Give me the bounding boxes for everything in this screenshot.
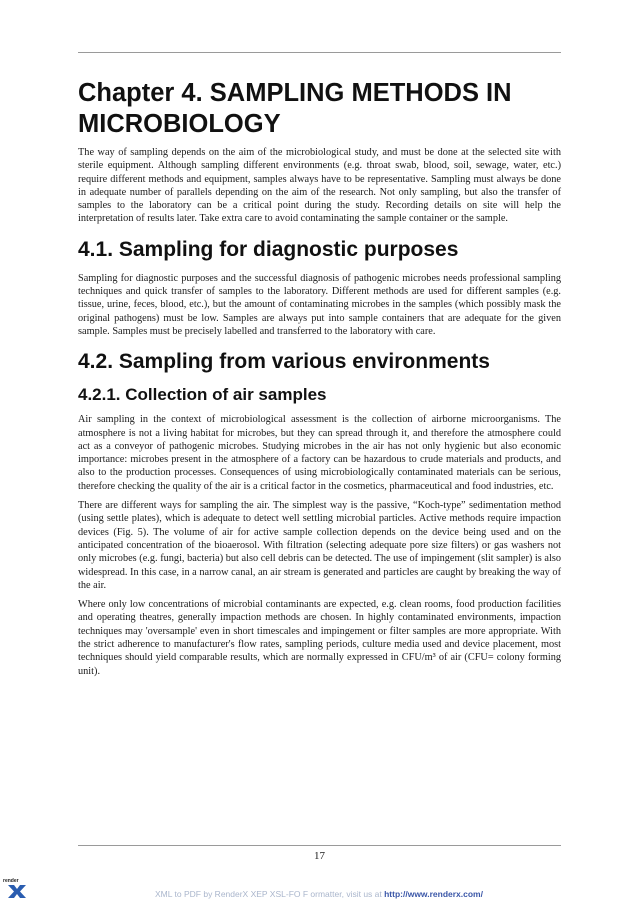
renderx-logo-text: render — [3, 878, 19, 884]
footer-link[interactable]: http://www.renderx.com/ — [384, 889, 483, 899]
section-4-1-heading: 4.1. Sampling for diagnostic purposes — [78, 237, 459, 261]
section-4-2-heading: 4.2. Sampling from various environments — [78, 350, 490, 374]
intro-paragraph: The way of sampling depends on the aim of the microbiological study, and must be done at the selected site with sterile equipment. Although sampling different environments (e.g. throat swab, blood, soil, sewage, water, etc.) require different methods and equipment, samples always have to be representative. Sampling must always be done in adequate number of parallels depending on the aim of the research. Not only sampling, but also the transfer of samples to the laboratory can be a critical point during the study. Recording details on site will help the interpretation of results later. Take extra care to avoid contaminating the sample container or the sample. — [78, 147, 561, 225]
header-rule — [78, 52, 561, 53]
air-sampling-paragraph-3: Where only low concentrations of microbial contaminants are expected, e.g. clean rooms, food production facilities and operating theatres, generally impaction methods are chosen. In highly contaminated environments, impaction techniques may 'oversample' even in short timescales and impingement or filter samples are more appropriate. With the strict adherence to manufacturer's flow rates, sampling periods, culture media used and device placement, most techniques should yield comparable results, which are normally expressed in CFU/m³ of air (CFU= colony forming unit). — [78, 599, 561, 677]
chapter-title: Chapter 4. SAMPLING METHODS IN MICROBIOLOGY — [78, 79, 512, 138]
air-sampling-paragraph-2: There are different ways for sampling the air. The simplest way is the passive, “Koch-type” sedimentation method (using settle plates), which is adequate to detect well settling microbial particles. Active methods require impaction devices (Fig. 5). The volume of air for active sample collection depends on the device being used and on the anticipated concentration of the bioaerosol. With filtration (selecting adequate pore size filters) or gas washers not only microbes (e.g. fungi, bacteria) but also cell debris can be detected. The use of impingement (slit sampler) is also widespread. In this case, in a narrow canal, an air stream is generated and particles are caught by breaking the way of the air. — [78, 500, 561, 591]
subsection-4-2-1-heading: 4.2.1. Collection of air samples — [78, 385, 327, 405]
footer-text: XML to PDF by RenderX XEP XSL-FO F ormatter, visit us at — [155, 889, 385, 899]
section-4-1-paragraph: Sampling for diagnostic purposes and the successful diagnosis of pathogenic microbes needs professional sampling techniques and quick transfer of samples to the laboratory. Different methods are used for different samples (e.g. tissue, urine, feces, blood, etc.), but the amount of contaminating microbes in the samples (which possibly mask the original pathogens) must be low. Samples are always put into sample containers that are adequate for the given sample. Samples must be precisely labelled and transferred to the laboratory with care. — [78, 272, 561, 337]
footer — [0, 889, 638, 899]
air-sampling-paragraph-1: Air sampling in the context of microbiological assessment is the collection of airborne microorganisms. The atmosphere is not a living habitat for microbes, but they can spread through it, and therefore the atmosphere could act as a conveyor of pathogenic microbes. Studying microbes in the air has not only hygienic but also economic importance: microbes present in the atmosphere of a factory can be hazardous to crude materials and products, and also to the production processes. Consequences of using microbiologically contaminated materials can be serious, therefore checking the quality of the air is a critical factor in the cosmetics, pharmaceutical and food industries, etc. — [78, 414, 561, 492]
page-number: 17 — [314, 850, 325, 862]
page-content — [78, 78, 561, 684]
footer-rule — [78, 845, 561, 846]
